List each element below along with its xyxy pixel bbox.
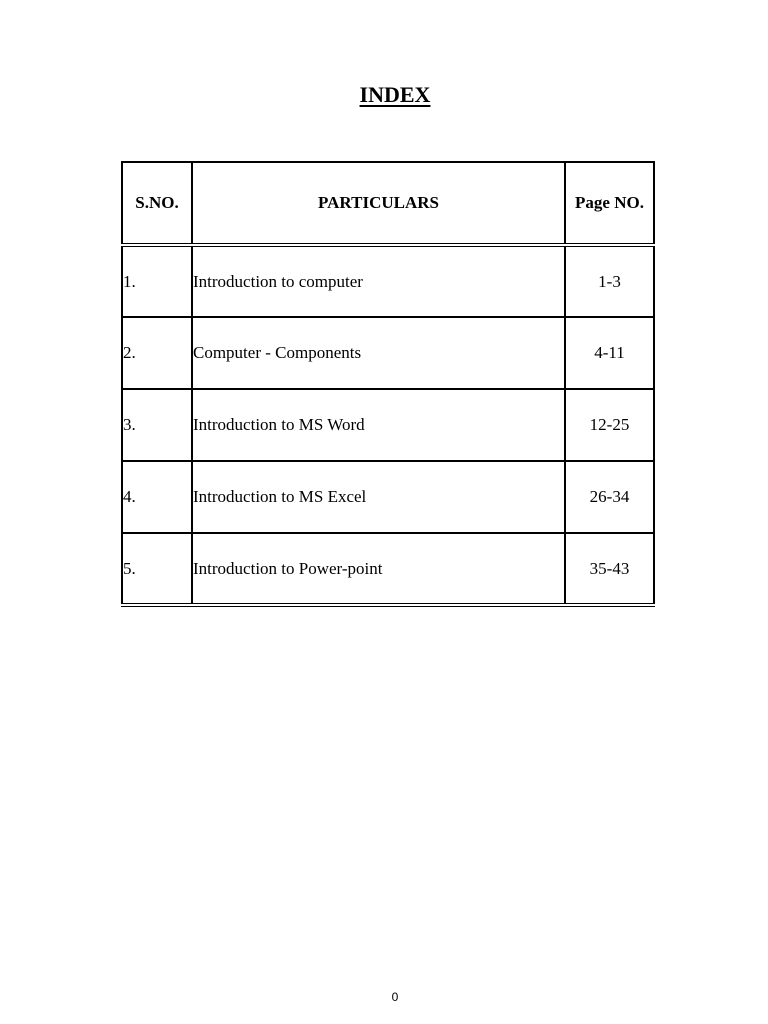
header-page-no: Page NO. xyxy=(565,162,654,245)
row-pages: 4-11 xyxy=(565,317,654,389)
row-pages: 35-43 xyxy=(565,533,654,605)
row-sno: 3. xyxy=(122,389,192,461)
page-title: INDEX xyxy=(359,82,431,107)
row-particulars: Introduction to Power-point xyxy=(192,533,565,605)
page-number: 0 xyxy=(391,990,399,1004)
row-particulars: Computer - Components xyxy=(192,317,565,389)
header-sno: S.NO. xyxy=(122,162,192,245)
row-sno: 4. xyxy=(122,461,192,533)
row-pages: 1-3 xyxy=(565,245,654,317)
row-sno: 1. xyxy=(122,245,192,317)
row-pages: 26-34 xyxy=(565,461,654,533)
table-row xyxy=(122,533,654,605)
table-header-row xyxy=(122,162,654,245)
table-row xyxy=(122,389,654,461)
table-row xyxy=(122,317,654,389)
row-sno: 2. xyxy=(122,317,192,389)
row-particulars: Introduction to computer xyxy=(192,245,565,317)
row-particulars: Introduction to MS Word xyxy=(192,389,565,461)
row-sno: 5. xyxy=(122,533,192,605)
header-particulars: PARTICULARS xyxy=(192,162,565,245)
row-pages: 12-25 xyxy=(565,389,654,461)
index-table xyxy=(121,161,655,607)
table-row xyxy=(122,461,654,533)
table-row xyxy=(122,245,654,317)
row-particulars: Introduction to MS Excel xyxy=(192,461,565,533)
